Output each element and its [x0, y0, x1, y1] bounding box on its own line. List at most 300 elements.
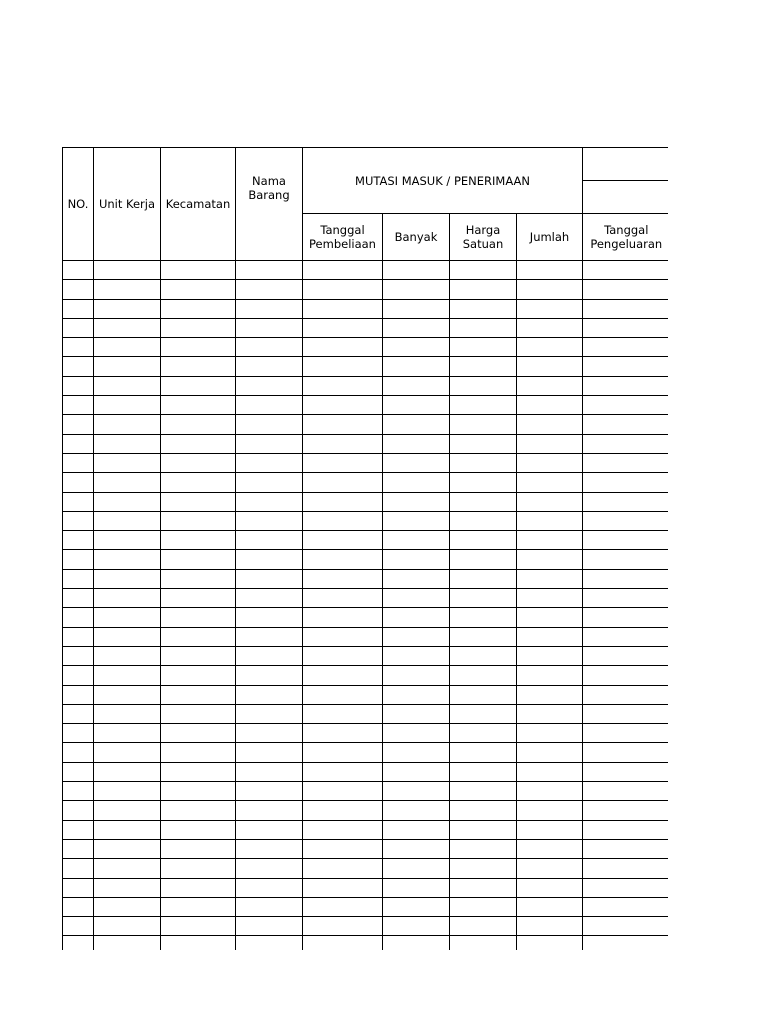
table-cell[interactable] — [63, 261, 94, 280]
table-cell[interactable] — [303, 936, 383, 950]
table-cell[interactable] — [450, 376, 517, 395]
table-cell[interactable] — [450, 280, 517, 299]
table-cell[interactable] — [236, 897, 303, 916]
table-cell[interactable] — [517, 704, 583, 723]
table-cell[interactable] — [583, 743, 668, 762]
table-cell[interactable] — [236, 666, 303, 685]
table-cell[interactable] — [383, 415, 450, 434]
table-cell[interactable] — [94, 473, 161, 492]
table-cell[interactable] — [517, 820, 583, 839]
table-cell[interactable] — [303, 415, 383, 434]
table-cell[interactable] — [63, 511, 94, 530]
table-cell[interactable] — [583, 666, 668, 685]
table-cell[interactable] — [383, 936, 450, 950]
table-cell[interactable] — [383, 569, 450, 588]
table-cell[interactable] — [161, 724, 236, 743]
table-cell[interactable] — [583, 318, 668, 337]
table-cell[interactable] — [236, 589, 303, 608]
table-cell[interactable] — [383, 492, 450, 511]
table-cell[interactable] — [383, 646, 450, 665]
table-cell[interactable] — [161, 666, 236, 685]
table-cell[interactable] — [303, 685, 383, 704]
table-cell[interactable] — [517, 762, 583, 781]
table-cell[interactable] — [236, 492, 303, 511]
table-cell[interactable] — [583, 685, 668, 704]
table-cell[interactable] — [63, 531, 94, 550]
table-cell[interactable] — [63, 299, 94, 318]
table-cell[interactable] — [383, 511, 450, 530]
table-cell[interactable] — [303, 280, 383, 299]
table-cell[interactable] — [63, 685, 94, 704]
table-cell[interactable] — [583, 492, 668, 511]
table-cell[interactable] — [161, 897, 236, 916]
table-cell[interactable] — [303, 396, 383, 415]
table-cell[interactable] — [583, 531, 668, 550]
table-cell[interactable] — [303, 434, 383, 453]
table-cell[interactable] — [450, 261, 517, 280]
table-cell[interactable] — [161, 878, 236, 897]
table-cell[interactable] — [236, 261, 303, 280]
table-cell[interactable] — [583, 434, 668, 453]
table-cell[interactable] — [450, 299, 517, 318]
table-cell[interactable] — [94, 376, 161, 395]
table-cell[interactable] — [94, 357, 161, 376]
table-cell[interactable] — [450, 318, 517, 337]
table-cell[interactable] — [303, 453, 383, 472]
table-cell[interactable] — [94, 897, 161, 916]
table-cell[interactable] — [383, 762, 450, 781]
table-cell[interactable] — [450, 839, 517, 858]
table-cell[interactable] — [63, 820, 94, 839]
table-cell[interactable] — [94, 704, 161, 723]
table-cell[interactable] — [303, 878, 383, 897]
table-cell[interactable] — [583, 299, 668, 318]
table-cell[interactable] — [161, 396, 236, 415]
table-cell[interactable] — [161, 820, 236, 839]
table-cell[interactable] — [517, 608, 583, 627]
table-cell[interactable] — [161, 704, 236, 723]
table-cell[interactable] — [383, 917, 450, 936]
table-cell[interactable] — [383, 608, 450, 627]
table-cell[interactable] — [583, 859, 668, 878]
table-cell[interactable] — [236, 511, 303, 530]
table-cell[interactable] — [161, 782, 236, 801]
table-cell[interactable] — [517, 396, 583, 415]
table-cell[interactable] — [63, 666, 94, 685]
table-cell[interactable] — [63, 453, 94, 472]
table-cell[interactable] — [94, 762, 161, 781]
table-cell[interactable] — [517, 724, 583, 743]
table-cell[interactable] — [63, 569, 94, 588]
table-cell[interactable] — [63, 801, 94, 820]
table-cell[interactable] — [94, 724, 161, 743]
table-cell[interactable] — [450, 666, 517, 685]
table-cell[interactable] — [583, 878, 668, 897]
table-cell[interactable] — [236, 724, 303, 743]
table-cell[interactable] — [583, 415, 668, 434]
table-cell[interactable] — [94, 936, 161, 950]
table-cell[interactable] — [303, 782, 383, 801]
table-cell[interactable] — [517, 531, 583, 550]
table-cell[interactable] — [583, 762, 668, 781]
table-cell[interactable] — [383, 396, 450, 415]
table-cell[interactable] — [450, 396, 517, 415]
table-cell[interactable] — [583, 376, 668, 395]
table-cell[interactable] — [383, 357, 450, 376]
table-cell[interactable] — [94, 820, 161, 839]
table-cell[interactable] — [303, 318, 383, 337]
table-cell[interactable] — [383, 724, 450, 743]
table-cell[interactable] — [583, 280, 668, 299]
table-cell[interactable] — [383, 820, 450, 839]
table-cell[interactable] — [236, 859, 303, 878]
table-cell[interactable] — [450, 589, 517, 608]
table-cell[interactable] — [94, 878, 161, 897]
table-cell[interactable] — [63, 762, 94, 781]
table-cell[interactable] — [94, 589, 161, 608]
table-cell[interactable] — [236, 704, 303, 723]
table-cell[interactable] — [94, 550, 161, 569]
table-cell[interactable] — [161, 569, 236, 588]
table-cell[interactable] — [236, 762, 303, 781]
table-cell[interactable] — [94, 685, 161, 704]
table-cell[interactable] — [236, 627, 303, 646]
table-cell[interactable] — [236, 415, 303, 434]
table-cell[interactable] — [161, 473, 236, 492]
table-cell[interactable] — [517, 511, 583, 530]
table-cell[interactable] — [383, 743, 450, 762]
table-cell[interactable] — [450, 434, 517, 453]
table-cell[interactable] — [303, 801, 383, 820]
table-cell[interactable] — [161, 511, 236, 530]
table-cell[interactable] — [517, 280, 583, 299]
table-cell[interactable] — [517, 299, 583, 318]
table-cell[interactable] — [94, 917, 161, 936]
table-cell[interactable] — [161, 357, 236, 376]
table-cell[interactable] — [303, 531, 383, 550]
table-cell[interactable] — [63, 338, 94, 357]
table-cell[interactable] — [236, 338, 303, 357]
table-cell[interactable] — [161, 839, 236, 858]
table-cell[interactable] — [517, 936, 583, 950]
table-cell[interactable] — [517, 550, 583, 569]
table-cell[interactable] — [583, 820, 668, 839]
table-cell[interactable] — [583, 473, 668, 492]
table-cell[interactable] — [450, 762, 517, 781]
table-cell[interactable] — [303, 299, 383, 318]
table-cell[interactable] — [583, 453, 668, 472]
table-cell[interactable] — [383, 859, 450, 878]
table-cell[interactable] — [583, 338, 668, 357]
table-cell[interactable] — [303, 550, 383, 569]
table-cell[interactable] — [383, 627, 450, 646]
table-cell[interactable] — [94, 453, 161, 472]
table-cell[interactable] — [383, 897, 450, 916]
table-cell[interactable] — [63, 743, 94, 762]
table-cell[interactable] — [517, 782, 583, 801]
table-cell[interactable] — [63, 627, 94, 646]
table-cell[interactable] — [94, 782, 161, 801]
table-cell[interactable] — [583, 589, 668, 608]
table-cell[interactable] — [303, 608, 383, 627]
table-cell[interactable] — [583, 782, 668, 801]
table-cell[interactable] — [94, 569, 161, 588]
table-cell[interactable] — [94, 531, 161, 550]
table-cell[interactable] — [63, 724, 94, 743]
table-cell[interactable] — [63, 608, 94, 627]
table-cell[interactable] — [517, 589, 583, 608]
table-cell[interactable] — [517, 357, 583, 376]
table-cell[interactable] — [161, 550, 236, 569]
table-cell[interactable] — [236, 299, 303, 318]
table-cell[interactable] — [450, 897, 517, 916]
table-cell[interactable] — [303, 762, 383, 781]
table-cell[interactable] — [63, 550, 94, 569]
table-cell[interactable] — [63, 473, 94, 492]
table-cell[interactable] — [63, 878, 94, 897]
table-cell[interactable] — [383, 704, 450, 723]
table-cell[interactable] — [583, 550, 668, 569]
table-cell[interactable] — [450, 685, 517, 704]
table-cell[interactable] — [63, 376, 94, 395]
table-cell[interactable] — [161, 859, 236, 878]
table-cell[interactable] — [94, 396, 161, 415]
table-cell[interactable] — [450, 473, 517, 492]
table-cell[interactable] — [94, 511, 161, 530]
table-cell[interactable] — [161, 492, 236, 511]
table-cell[interactable] — [517, 376, 583, 395]
table-cell[interactable] — [383, 434, 450, 453]
table-cell[interactable] — [450, 569, 517, 588]
table-cell[interactable] — [161, 743, 236, 762]
table-cell[interactable] — [383, 318, 450, 337]
table-cell[interactable] — [63, 936, 94, 950]
table-cell[interactable] — [450, 917, 517, 936]
table-cell[interactable] — [161, 261, 236, 280]
table-cell[interactable] — [303, 917, 383, 936]
table-cell[interactable] — [63, 415, 94, 434]
table-cell[interactable] — [63, 492, 94, 511]
table-cell[interactable] — [450, 453, 517, 472]
table-cell[interactable] — [450, 338, 517, 357]
table-cell[interactable] — [236, 917, 303, 936]
table-cell[interactable] — [94, 801, 161, 820]
table-cell[interactable] — [517, 743, 583, 762]
table-cell[interactable] — [161, 338, 236, 357]
table-cell[interactable] — [161, 917, 236, 936]
table-cell[interactable] — [236, 820, 303, 839]
table-cell[interactable] — [450, 820, 517, 839]
table-cell[interactable] — [94, 318, 161, 337]
table-cell[interactable] — [303, 357, 383, 376]
table-cell[interactable] — [63, 396, 94, 415]
table-cell[interactable] — [161, 453, 236, 472]
table-cell[interactable] — [583, 897, 668, 916]
table-cell[interactable] — [94, 839, 161, 858]
table-cell[interactable] — [450, 415, 517, 434]
table-cell[interactable] — [450, 704, 517, 723]
table-cell[interactable] — [161, 280, 236, 299]
table-cell[interactable] — [303, 704, 383, 723]
table-cell[interactable] — [383, 782, 450, 801]
table-cell[interactable] — [583, 627, 668, 646]
table-cell[interactable] — [161, 608, 236, 627]
table-cell[interactable] — [517, 261, 583, 280]
table-cell[interactable] — [236, 936, 303, 950]
table-cell[interactable] — [583, 936, 668, 950]
table-cell[interactable] — [94, 627, 161, 646]
table-cell[interactable] — [94, 666, 161, 685]
table-cell[interactable] — [383, 376, 450, 395]
table-cell[interactable] — [94, 608, 161, 627]
table-cell[interactable] — [583, 569, 668, 588]
table-cell[interactable] — [303, 511, 383, 530]
table-cell[interactable] — [236, 646, 303, 665]
table-cell[interactable] — [236, 396, 303, 415]
table-cell[interactable] — [517, 492, 583, 511]
table-cell[interactable] — [63, 782, 94, 801]
table-cell[interactable] — [517, 646, 583, 665]
table-cell[interactable] — [450, 936, 517, 950]
table-cell[interactable] — [161, 318, 236, 337]
table-cell[interactable] — [450, 608, 517, 627]
table-cell[interactable] — [517, 666, 583, 685]
table-cell[interactable] — [383, 801, 450, 820]
table-cell[interactable] — [583, 646, 668, 665]
table-cell[interactable] — [383, 299, 450, 318]
table-cell[interactable] — [63, 589, 94, 608]
table-cell[interactable] — [450, 724, 517, 743]
table-cell[interactable] — [63, 280, 94, 299]
table-cell[interactable] — [517, 434, 583, 453]
table-cell[interactable] — [236, 434, 303, 453]
table-cell[interactable] — [450, 801, 517, 820]
table-cell[interactable] — [236, 531, 303, 550]
table-cell[interactable] — [583, 724, 668, 743]
table-cell[interactable] — [450, 492, 517, 511]
table-cell[interactable] — [94, 415, 161, 434]
table-cell[interactable] — [161, 936, 236, 950]
table-cell[interactable] — [63, 897, 94, 916]
table-cell[interactable] — [303, 473, 383, 492]
table-cell[interactable] — [383, 666, 450, 685]
table-cell[interactable] — [161, 627, 236, 646]
table-cell[interactable] — [303, 666, 383, 685]
table-cell[interactable] — [517, 917, 583, 936]
table-cell[interactable] — [583, 261, 668, 280]
table-cell[interactable] — [94, 646, 161, 665]
table-cell[interactable] — [450, 511, 517, 530]
table-cell[interactable] — [450, 357, 517, 376]
table-cell[interactable] — [236, 280, 303, 299]
table-cell[interactable] — [161, 376, 236, 395]
table-cell[interactable] — [303, 743, 383, 762]
table-cell[interactable] — [583, 511, 668, 530]
table-cell[interactable] — [161, 589, 236, 608]
table-cell[interactable] — [450, 531, 517, 550]
table-cell[interactable] — [161, 415, 236, 434]
table-cell[interactable] — [236, 685, 303, 704]
table-cell[interactable] — [63, 917, 94, 936]
table-cell[interactable] — [63, 646, 94, 665]
table-cell[interactable] — [583, 704, 668, 723]
table-cell[interactable] — [63, 357, 94, 376]
table-cell[interactable] — [236, 839, 303, 858]
table-cell[interactable] — [450, 550, 517, 569]
table-cell[interactable] — [303, 338, 383, 357]
table-cell[interactable] — [303, 627, 383, 646]
table-cell[interactable] — [236, 550, 303, 569]
table-cell[interactable] — [383, 338, 450, 357]
table-cell[interactable] — [383, 878, 450, 897]
table-cell[interactable] — [303, 646, 383, 665]
table-cell[interactable] — [450, 859, 517, 878]
table-cell[interactable] — [303, 589, 383, 608]
table-cell[interactable] — [517, 859, 583, 878]
table-cell[interactable] — [161, 434, 236, 453]
table-cell[interactable] — [383, 261, 450, 280]
table-cell[interactable] — [236, 743, 303, 762]
table-cell[interactable] — [583, 917, 668, 936]
table-cell[interactable] — [94, 859, 161, 878]
table-cell[interactable] — [517, 627, 583, 646]
table-cell[interactable] — [236, 608, 303, 627]
table-cell[interactable] — [303, 820, 383, 839]
table-cell[interactable] — [517, 685, 583, 704]
table-cell[interactable] — [383, 531, 450, 550]
table-cell[interactable] — [517, 801, 583, 820]
table-cell[interactable] — [63, 704, 94, 723]
table-cell[interactable] — [517, 897, 583, 916]
table-cell[interactable] — [383, 589, 450, 608]
table-cell[interactable] — [303, 724, 383, 743]
table-cell[interactable] — [450, 782, 517, 801]
table-cell[interactable] — [583, 801, 668, 820]
table-cell[interactable] — [383, 280, 450, 299]
table-cell[interactable] — [236, 782, 303, 801]
table-cell[interactable] — [94, 743, 161, 762]
table-cell[interactable] — [303, 376, 383, 395]
table-cell[interactable] — [94, 338, 161, 357]
table-cell[interactable] — [161, 685, 236, 704]
table-cell[interactable] — [517, 839, 583, 858]
table-cell[interactable] — [303, 569, 383, 588]
table-cell[interactable] — [450, 627, 517, 646]
table-cell[interactable] — [517, 318, 583, 337]
table-cell[interactable] — [583, 608, 668, 627]
table-cell[interactable] — [303, 839, 383, 858]
table-cell[interactable] — [383, 550, 450, 569]
table-cell[interactable] — [236, 453, 303, 472]
table-cell[interactable] — [236, 569, 303, 588]
table-cell[interactable] — [583, 839, 668, 858]
table-cell[interactable] — [161, 531, 236, 550]
table-cell[interactable] — [517, 338, 583, 357]
table-cell[interactable] — [303, 859, 383, 878]
table-cell[interactable] — [63, 839, 94, 858]
table-cell[interactable] — [236, 473, 303, 492]
table-cell[interactable] — [236, 801, 303, 820]
table-cell[interactable] — [583, 357, 668, 376]
table-cell[interactable] — [161, 299, 236, 318]
table-cell[interactable] — [517, 473, 583, 492]
table-cell[interactable] — [517, 453, 583, 472]
table-cell[interactable] — [583, 396, 668, 415]
table-cell[interactable] — [517, 878, 583, 897]
table-cell[interactable] — [236, 878, 303, 897]
table-cell[interactable] — [236, 376, 303, 395]
table-cell[interactable] — [63, 434, 94, 453]
